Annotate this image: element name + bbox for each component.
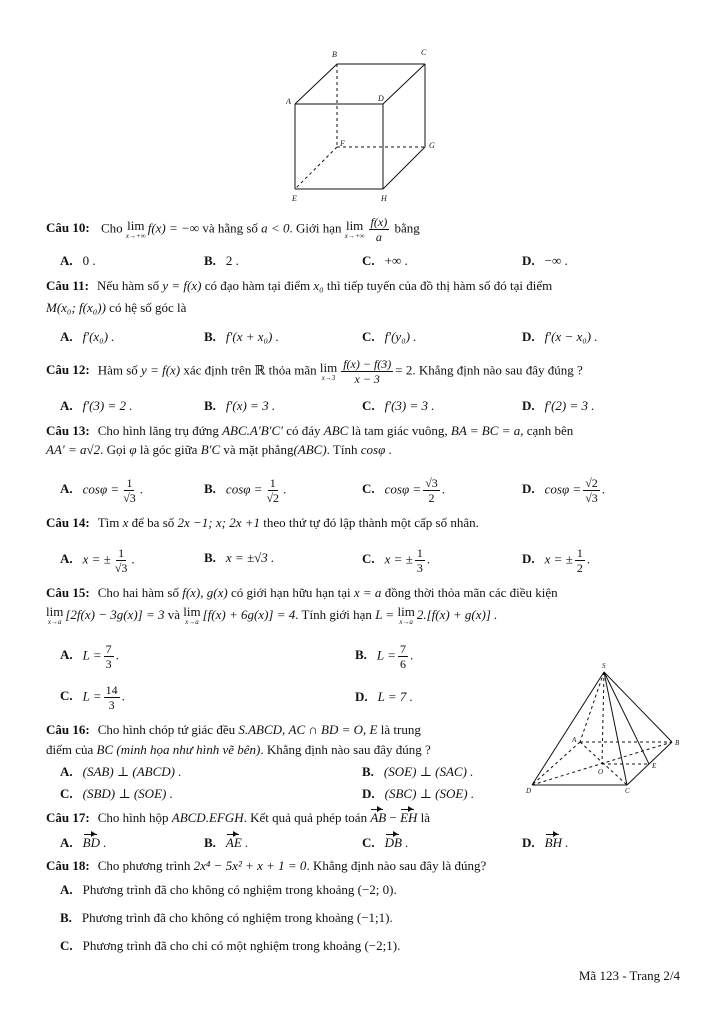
q10-option-c[interactable]: C. +∞ . — [362, 253, 408, 268]
cube-label-d: D — [378, 94, 384, 103]
pyramid-label-c: C — [625, 787, 630, 795]
q14-option-a[interactable]: A. x = ± $\frac{1}{√3}$ . — [60, 546, 135, 575]
q17-option-c[interactable]: C. DB . — [362, 835, 409, 850]
q16-option-b[interactable]: B. (SOE) ⊥ (SAC) . — [362, 764, 474, 779]
q11-option-a[interactable]: A. f′(x₀) . — [60, 329, 115, 344]
q16-option-c[interactable]: C. (SBD) ⊥ (SOE) . — [60, 786, 173, 801]
q12-option-d[interactable]: D. f′(2) = 3 . — [522, 398, 595, 413]
pyramid-label-d: D — [526, 787, 532, 795]
q15-option-d[interactable]: D. L = 7 . — [355, 689, 413, 704]
question-13: Câu 13: Cho hình lăng trụ đứng ABC.A′B′C′ có đáy ABC là tam giác vuông, BA = BC = a, cạnh bên — [46, 423, 574, 438]
q15-option-b[interactable]: B. L = $\frac{7}{6}$ . — [355, 642, 414, 671]
pyramid-label-b: B — [675, 739, 680, 747]
cube-label-g: G — [429, 141, 435, 150]
question-11-line2: M(x₀; f(x₀)) có hệ số góc là — [46, 300, 187, 315]
q13-option-b[interactable]: B. cosφ = $\frac{1}{√2}$ . — [204, 476, 287, 505]
q16-option-a[interactable]: A. (SAB) ⊥ (ABCD) . — [60, 764, 182, 779]
q13-option-d[interactable]: D. cosφ = $\frac{√2}{√3}$ . — [522, 476, 606, 505]
q12-option-c[interactable]: C. f′(3) = 3 . — [362, 398, 435, 413]
q13-option-a[interactable]: A. cosφ = $\frac{1}{√3}$ . — [60, 476, 144, 505]
q18-option-b[interactable]: B. Phương trình đã cho không có nghiệm trong khoảng (−1;1). — [60, 910, 393, 925]
pyramid-label-e: E — [652, 762, 657, 770]
q12-option-a[interactable]: A. f′(3) = 2 . — [60, 398, 133, 413]
question-11: Câu 11: Nếu hàm số y = f(x) có đạo hàm tại điểm x₀ thì tiếp tuyến của đồ thị hàm số đó tại điểm — [46, 278, 553, 293]
q15-option-a[interactable]: A. L = $\frac{7}{3}$ . — [60, 642, 119, 671]
question-15: Câu 15: Cho hai hàm số f(x), g(x) có giới hạn hữu hạn tại x = a đồng thời thỏa mãn các điều kiện — [46, 585, 558, 600]
cube-label-e: E — [292, 194, 297, 203]
q14-option-d[interactable]: D. x = ± $\frac{1}{2}$ . — [522, 546, 591, 575]
q11-option-b[interactable]: B. f′(x + x₀) . — [204, 329, 279, 344]
q10-option-b[interactable]: B. 2 . — [204, 253, 239, 268]
question-14: Câu 14: Tìm x để ba số 2x −1; x; 2x +1 theo thứ tự đó lập thành một cấp số nhân. — [46, 515, 479, 530]
question-16: Câu 16: Cho hình chóp tứ giác đều S.ABCD, AC ∩ BD = O, E là trung — [46, 722, 421, 737]
cube-figure — [280, 44, 440, 204]
q16-option-d[interactable]: D. (SBC) ⊥ (SOE) . — [362, 786, 475, 801]
q18-option-a[interactable]: A. Phương trình đã cho không có nghiệm trong khoảng (−2; 0). — [60, 882, 397, 897]
page-footer: Mã 123 - Trang 2/4 — [578, 968, 680, 983]
q12-option-b[interactable]: B. f′(x) = 3 . — [204, 398, 276, 413]
q10-option-a[interactable]: A. 0 . — [60, 253, 96, 268]
q13-option-c[interactable]: C. cosφ = $\frac{√3}{2}$ . — [362, 476, 446, 505]
q10-option-d[interactable]: D. −∞ . — [522, 253, 568, 268]
cube-label-h: H — [381, 194, 387, 203]
q17-option-b[interactable]: B. AE . — [204, 835, 249, 850]
cube-label-f: F — [340, 139, 345, 148]
pyramid-label-a: A — [572, 736, 577, 744]
cube-label-a: A — [286, 97, 291, 106]
q15-option-c[interactable]: C. L = $\frac{14}{3}$ . — [60, 683, 125, 712]
pyramid-label-o: O — [598, 768, 604, 776]
question-16-line2: điểm của BC (minh họa như hình vẽ bên). Khẳng định nào sau đây đúng ? — [46, 742, 431, 757]
question-12: Câu 12: Hàm số y = f(x) xác định trên ℝ thỏa mãn lim x→3 $\frac{f(x) - f(3)}{x - 3}$ = 2. Khẳng định nào sau đây đúng ? — [46, 357, 583, 386]
q17-option-a[interactable]: A. BD . — [60, 835, 107, 850]
pyramid-label-s: S — [602, 662, 606, 670]
q14-option-c[interactable]: C. x = ± $\frac{1}{3}$ . — [362, 546, 431, 575]
question-18: Câu 18: Cho phương trình 2x⁴ − 5x² + x + 1 = 0. Khẳng định nào sau đây là đúng? — [46, 858, 487, 873]
q11-option-c[interactable]: C. f′(y₀) . — [362, 329, 417, 344]
question-13-line2: AA′ = a√2. Gọi φ là góc giữa B′C và mặt phẳng(ABC). Tính cosφ . — [46, 442, 392, 457]
question-10: Câu 10: Cho lim x→+∞ f(x) = −∞ và hằng số a < 0. Giới hạn lim x→+∞ $\frac{f(x)}{a}$ bằng — [46, 215, 420, 244]
q17-option-d[interactable]: D. BH . — [522, 835, 569, 850]
q18-option-c[interactable]: C. Phương trình đã cho chỉ có một nghiệm trong khoảng (−2;1). — [60, 938, 401, 953]
question-17: Câu 17: Cho hình hộp ABCD.EFGH. Kết quả quả phép toán AB − EH là — [46, 810, 431, 825]
question-15-line2: lim x→a [2f(x) − 3g(x)] = 3 và lim x→a [f(x) + 6g(x)] = 4. Tính giới hạn L = lim x→a 2.[f(x) + g(x)] . — [46, 604, 498, 626]
q14-option-b[interactable]: B. x = ±√3 . — [204, 550, 275, 565]
question-label: Câu 10: — [46, 220, 90, 236]
pyramid-figure — [522, 660, 692, 796]
q11-option-d[interactable]: D. f′(x − x₀) . — [522, 329, 598, 344]
cube-label-c: C — [421, 48, 427, 57]
cube-label-b: B — [332, 50, 337, 59]
